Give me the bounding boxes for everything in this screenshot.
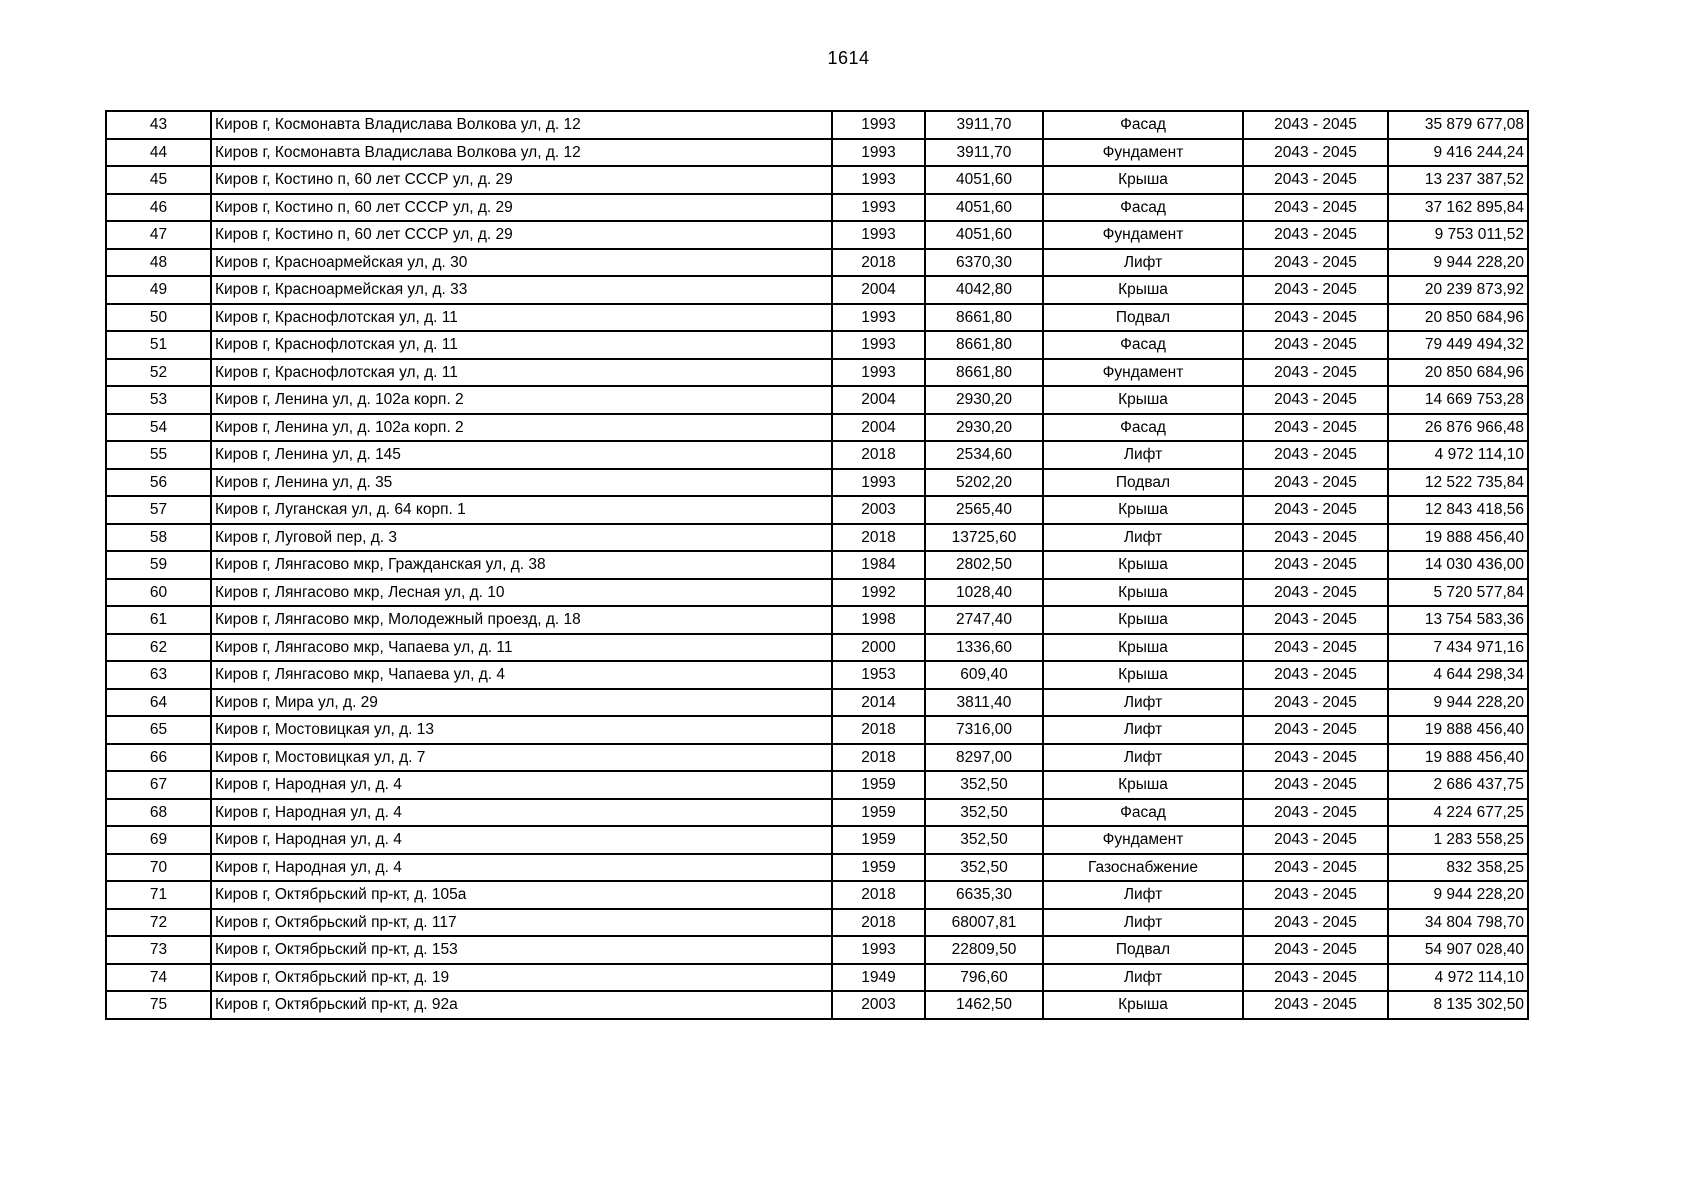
address-cell: Киров г, Мостовицкая ул, д. 7 [211, 744, 832, 772]
row-number-cell: 75 [106, 991, 211, 1019]
table-row [106, 221, 1528, 249]
work-type-cell: Крыша [1043, 386, 1243, 414]
year-cell: 1998 [832, 606, 925, 634]
row-number-cell: 44 [106, 139, 211, 167]
table-row [106, 276, 1528, 304]
address-cell: Киров г, Костино п, 60 лет СССР ул, д. 29 [211, 194, 832, 222]
area-cell: 796,60 [925, 964, 1043, 992]
table-row [106, 111, 1528, 139]
address-cell: Киров г, Красноармейская ул, д. 33 [211, 276, 832, 304]
cost-cell: 9 753 011,52 [1388, 221, 1528, 249]
cost-cell: 7 434 971,16 [1388, 634, 1528, 662]
work-type-cell: Лифт [1043, 249, 1243, 277]
area-cell: 6635,30 [925, 881, 1043, 909]
year-cell: 2003 [832, 991, 925, 1019]
row-number-cell: 43 [106, 111, 211, 139]
address-cell: Киров г, Лянгасово мкр, Чапаева ул, д. 4 [211, 661, 832, 689]
year-cell: 2004 [832, 414, 925, 442]
row-number-cell: 49 [106, 276, 211, 304]
row-number-cell: 46 [106, 194, 211, 222]
area-cell: 7316,00 [925, 716, 1043, 744]
period-cell: 2043 - 2045 [1243, 964, 1388, 992]
year-cell: 2000 [832, 634, 925, 662]
address-cell: Киров г, Мостовицкая ул, д. 13 [211, 716, 832, 744]
year-cell: 2018 [832, 441, 925, 469]
period-cell: 2043 - 2045 [1243, 579, 1388, 607]
cost-cell: 9 416 244,24 [1388, 139, 1528, 167]
table-row [106, 744, 1528, 772]
row-number-cell: 58 [106, 524, 211, 552]
table-row [106, 606, 1528, 634]
work-type-cell: Подвал [1043, 304, 1243, 332]
period-cell: 2043 - 2045 [1243, 881, 1388, 909]
cost-cell: 14 669 753,28 [1388, 386, 1528, 414]
cost-cell: 20 850 684,96 [1388, 304, 1528, 332]
cost-cell: 14 030 436,00 [1388, 551, 1528, 579]
address-cell: Киров г, Лянгасово мкр, Чапаева ул, д. 11 [211, 634, 832, 662]
row-number-cell: 55 [106, 441, 211, 469]
cost-cell: 79 449 494,32 [1388, 331, 1528, 359]
year-cell: 1959 [832, 826, 925, 854]
work-type-cell: Подвал [1043, 469, 1243, 497]
cost-cell: 4 644 298,34 [1388, 661, 1528, 689]
address-cell: Киров г, Октябрьский пр-кт, д. 117 [211, 909, 832, 937]
year-cell: 1959 [832, 771, 925, 799]
work-type-cell: Фундамент [1043, 359, 1243, 387]
work-type-cell: Крыша [1043, 771, 1243, 799]
period-cell: 2043 - 2045 [1243, 249, 1388, 277]
address-cell: Киров г, Космонавта Владислава Волкова ул, д. 12 [211, 111, 832, 139]
area-cell: 3911,70 [925, 139, 1043, 167]
page-number: 1614 [827, 48, 870, 68]
period-cell: 2043 - 2045 [1243, 991, 1388, 1019]
table-body [106, 111, 1528, 1019]
period-cell: 2043 - 2045 [1243, 689, 1388, 717]
year-cell: 1959 [832, 854, 925, 882]
row-number-cell: 51 [106, 331, 211, 359]
year-cell: 1993 [832, 111, 925, 139]
area-cell: 13725,60 [925, 524, 1043, 552]
area-cell: 2930,20 [925, 386, 1043, 414]
work-type-cell: Крыша [1043, 166, 1243, 194]
address-cell: Киров г, Космонавта Владислава Волкова ул, д. 12 [211, 139, 832, 167]
area-cell: 352,50 [925, 799, 1043, 827]
table-row [106, 304, 1528, 332]
address-cell: Киров г, Народная ул, д. 4 [211, 799, 832, 827]
address-cell: Киров г, Краснофлотская ул, д. 11 [211, 304, 832, 332]
work-type-cell: Крыша [1043, 276, 1243, 304]
work-type-cell: Крыша [1043, 606, 1243, 634]
area-cell: 1336,60 [925, 634, 1043, 662]
cost-cell: 9 944 228,20 [1388, 689, 1528, 717]
area-cell: 609,40 [925, 661, 1043, 689]
row-number-cell: 48 [106, 249, 211, 277]
area-cell: 68007,81 [925, 909, 1043, 937]
row-number-cell: 45 [106, 166, 211, 194]
work-type-cell: Крыша [1043, 579, 1243, 607]
row-number-cell: 62 [106, 634, 211, 662]
cost-cell: 2 686 437,75 [1388, 771, 1528, 799]
table-row [106, 826, 1528, 854]
work-type-cell: Фундамент [1043, 139, 1243, 167]
address-cell: Киров г, Костино п, 60 лет СССР ул, д. 29 [211, 166, 832, 194]
cost-cell: 20 239 873,92 [1388, 276, 1528, 304]
area-cell: 4042,80 [925, 276, 1043, 304]
period-cell: 2043 - 2045 [1243, 909, 1388, 937]
address-cell: Киров г, Октябрьский пр-кт, д. 92а [211, 991, 832, 1019]
cost-cell: 4 224 677,25 [1388, 799, 1528, 827]
cost-cell: 19 888 456,40 [1388, 716, 1528, 744]
address-cell: Киров г, Луганская ул, д. 64 корп. 1 [211, 496, 832, 524]
period-cell: 2043 - 2045 [1243, 139, 1388, 167]
area-cell: 2747,40 [925, 606, 1043, 634]
row-number-cell: 70 [106, 854, 211, 882]
row-number-cell: 57 [106, 496, 211, 524]
area-cell: 8661,80 [925, 359, 1043, 387]
area-cell: 2930,20 [925, 414, 1043, 442]
table-row [106, 331, 1528, 359]
cost-cell: 35 879 677,08 [1388, 111, 1528, 139]
period-cell: 2043 - 2045 [1243, 359, 1388, 387]
table-row [106, 414, 1528, 442]
address-cell: Киров г, Ленина ул, д. 102а корп. 2 [211, 414, 832, 442]
period-cell: 2043 - 2045 [1243, 936, 1388, 964]
address-cell: Киров г, Краснофлотская ул, д. 11 [211, 359, 832, 387]
cost-cell: 12 522 735,84 [1388, 469, 1528, 497]
work-type-cell: Лифт [1043, 524, 1243, 552]
row-number-cell: 66 [106, 744, 211, 772]
period-cell: 2043 - 2045 [1243, 771, 1388, 799]
row-number-cell: 74 [106, 964, 211, 992]
area-cell: 2534,60 [925, 441, 1043, 469]
table-row [106, 964, 1528, 992]
table-row [106, 634, 1528, 662]
work-type-cell: Крыша [1043, 496, 1243, 524]
row-number-cell: 56 [106, 469, 211, 497]
work-type-cell: Фасад [1043, 414, 1243, 442]
period-cell: 2043 - 2045 [1243, 386, 1388, 414]
cost-cell: 13 237 387,52 [1388, 166, 1528, 194]
table-row [106, 689, 1528, 717]
year-cell: 2004 [832, 276, 925, 304]
table-row [106, 359, 1528, 387]
work-type-cell: Фасад [1043, 799, 1243, 827]
address-cell: Киров г, Октябрьский пр-кт, д. 153 [211, 936, 832, 964]
work-type-cell: Лифт [1043, 744, 1243, 772]
cost-cell: 19 888 456,40 [1388, 524, 1528, 552]
area-cell: 3911,70 [925, 111, 1043, 139]
row-number-cell: 69 [106, 826, 211, 854]
address-cell: Киров г, Краснофлотская ул, д. 11 [211, 331, 832, 359]
period-cell: 2043 - 2045 [1243, 331, 1388, 359]
row-number-cell: 59 [106, 551, 211, 579]
period-cell: 2043 - 2045 [1243, 524, 1388, 552]
row-number-cell: 47 [106, 221, 211, 249]
work-type-cell: Лифт [1043, 441, 1243, 469]
cost-cell: 20 850 684,96 [1388, 359, 1528, 387]
period-cell: 2043 - 2045 [1243, 496, 1388, 524]
work-type-cell: Газоснабжение [1043, 854, 1243, 882]
work-type-cell: Лифт [1043, 909, 1243, 937]
area-cell: 1028,40 [925, 579, 1043, 607]
period-cell: 2043 - 2045 [1243, 854, 1388, 882]
area-cell: 352,50 [925, 854, 1043, 882]
row-number-cell: 64 [106, 689, 211, 717]
area-cell: 3811,40 [925, 689, 1043, 717]
year-cell: 2018 [832, 249, 925, 277]
cost-cell: 9 944 228,20 [1388, 881, 1528, 909]
period-cell: 2043 - 2045 [1243, 661, 1388, 689]
work-type-cell: Подвал [1043, 936, 1243, 964]
work-type-cell: Лифт [1043, 964, 1243, 992]
period-cell: 2043 - 2045 [1243, 221, 1388, 249]
table-row [106, 716, 1528, 744]
area-cell: 6370,30 [925, 249, 1043, 277]
work-type-cell: Фундамент [1043, 221, 1243, 249]
period-cell: 2043 - 2045 [1243, 551, 1388, 579]
cost-cell: 37 162 895,84 [1388, 194, 1528, 222]
year-cell: 2003 [832, 496, 925, 524]
table-row [106, 909, 1528, 937]
cost-cell: 12 843 418,56 [1388, 496, 1528, 524]
period-cell: 2043 - 2045 [1243, 441, 1388, 469]
area-cell: 352,50 [925, 826, 1043, 854]
row-number-cell: 63 [106, 661, 211, 689]
row-number-cell: 73 [106, 936, 211, 964]
address-cell: Киров г, Народная ул, д. 4 [211, 854, 832, 882]
period-cell: 2043 - 2045 [1243, 744, 1388, 772]
cost-cell: 34 804 798,70 [1388, 909, 1528, 937]
period-cell: 2043 - 2045 [1243, 716, 1388, 744]
address-cell: Киров г, Октябрьский пр-кт, д. 105а [211, 881, 832, 909]
table-row [106, 936, 1528, 964]
period-cell: 2043 - 2045 [1243, 111, 1388, 139]
cost-cell: 4 972 114,10 [1388, 441, 1528, 469]
address-cell: Киров г, Луговой пер, д. 3 [211, 524, 832, 552]
period-cell: 2043 - 2045 [1243, 166, 1388, 194]
address-cell: Киров г, Мира ул, д. 29 [211, 689, 832, 717]
row-number-cell: 50 [106, 304, 211, 332]
work-type-cell: Фасад [1043, 111, 1243, 139]
area-cell: 1462,50 [925, 991, 1043, 1019]
address-cell: Киров г, Народная ул, д. 4 [211, 826, 832, 854]
cost-cell: 5 720 577,84 [1388, 579, 1528, 607]
work-type-cell: Крыша [1043, 991, 1243, 1019]
area-cell: 2565,40 [925, 496, 1043, 524]
row-number-cell: 65 [106, 716, 211, 744]
area-cell: 2802,50 [925, 551, 1043, 579]
table-row [106, 524, 1528, 552]
year-cell: 1993 [832, 139, 925, 167]
table-row [106, 496, 1528, 524]
table-row [106, 854, 1528, 882]
year-cell: 1993 [832, 166, 925, 194]
address-cell: Киров г, Народная ул, д. 4 [211, 771, 832, 799]
cost-cell: 9 944 228,20 [1388, 249, 1528, 277]
period-cell: 2043 - 2045 [1243, 276, 1388, 304]
row-number-cell: 60 [106, 579, 211, 607]
cost-cell: 13 754 583,36 [1388, 606, 1528, 634]
period-cell: 2043 - 2045 [1243, 634, 1388, 662]
address-cell: Киров г, Октябрьский пр-кт, д. 19 [211, 964, 832, 992]
table-row [106, 551, 1528, 579]
year-cell: 1993 [832, 194, 925, 222]
table-row [106, 771, 1528, 799]
row-number-cell: 53 [106, 386, 211, 414]
period-cell: 2043 - 2045 [1243, 826, 1388, 854]
year-cell: 2018 [832, 524, 925, 552]
work-type-cell: Крыша [1043, 634, 1243, 662]
year-cell: 1949 [832, 964, 925, 992]
year-cell: 2004 [832, 386, 925, 414]
period-cell: 2043 - 2045 [1243, 469, 1388, 497]
year-cell: 1993 [832, 359, 925, 387]
year-cell: 2018 [832, 716, 925, 744]
period-cell: 2043 - 2045 [1243, 194, 1388, 222]
address-cell: Киров г, Костино п, 60 лет СССР ул, д. 29 [211, 221, 832, 249]
work-type-cell: Лифт [1043, 689, 1243, 717]
period-cell: 2043 - 2045 [1243, 304, 1388, 332]
row-number-cell: 71 [106, 881, 211, 909]
work-type-cell: Лифт [1043, 881, 1243, 909]
work-type-cell: Крыша [1043, 661, 1243, 689]
year-cell: 1984 [832, 551, 925, 579]
table-row [106, 469, 1528, 497]
address-cell: Киров г, Лянгасово мкр, Гражданская ул, д. 38 [211, 551, 832, 579]
table-row [106, 386, 1528, 414]
work-type-cell: Фундамент [1043, 826, 1243, 854]
area-cell: 5202,20 [925, 469, 1043, 497]
year-cell: 1993 [832, 469, 925, 497]
cost-cell: 832 358,25 [1388, 854, 1528, 882]
area-cell: 4051,60 [925, 194, 1043, 222]
year-cell: 1959 [832, 799, 925, 827]
area-cell: 22809,50 [925, 936, 1043, 964]
year-cell: 1993 [832, 304, 925, 332]
housing-register-table [105, 110, 1529, 1020]
area-cell: 8297,00 [925, 744, 1043, 772]
work-type-cell: Фасад [1043, 331, 1243, 359]
row-number-cell: 61 [106, 606, 211, 634]
year-cell: 1953 [832, 661, 925, 689]
row-number-cell: 67 [106, 771, 211, 799]
cost-cell: 8 135 302,50 [1388, 991, 1528, 1019]
table-row [106, 881, 1528, 909]
year-cell: 1993 [832, 221, 925, 249]
work-type-cell: Лифт [1043, 716, 1243, 744]
year-cell: 2014 [832, 689, 925, 717]
address-cell: Киров г, Ленина ул, д. 145 [211, 441, 832, 469]
period-cell: 2043 - 2045 [1243, 414, 1388, 442]
table-row [106, 249, 1528, 277]
address-cell: Киров г, Красноармейская ул, д. 30 [211, 249, 832, 277]
cost-cell: 1 283 558,25 [1388, 826, 1528, 854]
row-number-cell: 54 [106, 414, 211, 442]
work-type-cell: Фасад [1043, 194, 1243, 222]
cost-cell: 19 888 456,40 [1388, 744, 1528, 772]
year-cell: 1992 [832, 579, 925, 607]
address-cell: Киров г, Ленина ул, д. 35 [211, 469, 832, 497]
work-type-cell: Крыша [1043, 551, 1243, 579]
table-row [106, 441, 1528, 469]
row-number-cell: 68 [106, 799, 211, 827]
row-number-cell: 72 [106, 909, 211, 937]
area-cell: 4051,60 [925, 166, 1043, 194]
row-number-cell: 52 [106, 359, 211, 387]
year-cell: 2018 [832, 744, 925, 772]
year-cell: 1993 [832, 331, 925, 359]
address-cell: Киров г, Ленина ул, д. 102а корп. 2 [211, 386, 832, 414]
cost-cell: 4 972 114,10 [1388, 964, 1528, 992]
table-row [106, 139, 1528, 167]
table-row [106, 661, 1528, 689]
table-row [106, 799, 1528, 827]
area-cell: 4051,60 [925, 221, 1043, 249]
table-row [106, 991, 1528, 1019]
table-row [106, 194, 1528, 222]
address-cell: Киров г, Лянгасово мкр, Молодежный проезд, д. 18 [211, 606, 832, 634]
area-cell: 8661,80 [925, 331, 1043, 359]
year-cell: 2018 [832, 881, 925, 909]
address-cell: Киров г, Лянгасово мкр, Лесная ул, д. 10 [211, 579, 832, 607]
area-cell: 352,50 [925, 771, 1043, 799]
table-row [106, 166, 1528, 194]
area-cell: 8661,80 [925, 304, 1043, 332]
table-row [106, 579, 1528, 607]
year-cell: 2018 [832, 909, 925, 937]
cost-cell: 54 907 028,40 [1388, 936, 1528, 964]
period-cell: 2043 - 2045 [1243, 799, 1388, 827]
period-cell: 2043 - 2045 [1243, 606, 1388, 634]
cost-cell: 26 876 966,48 [1388, 414, 1528, 442]
year-cell: 1993 [832, 936, 925, 964]
